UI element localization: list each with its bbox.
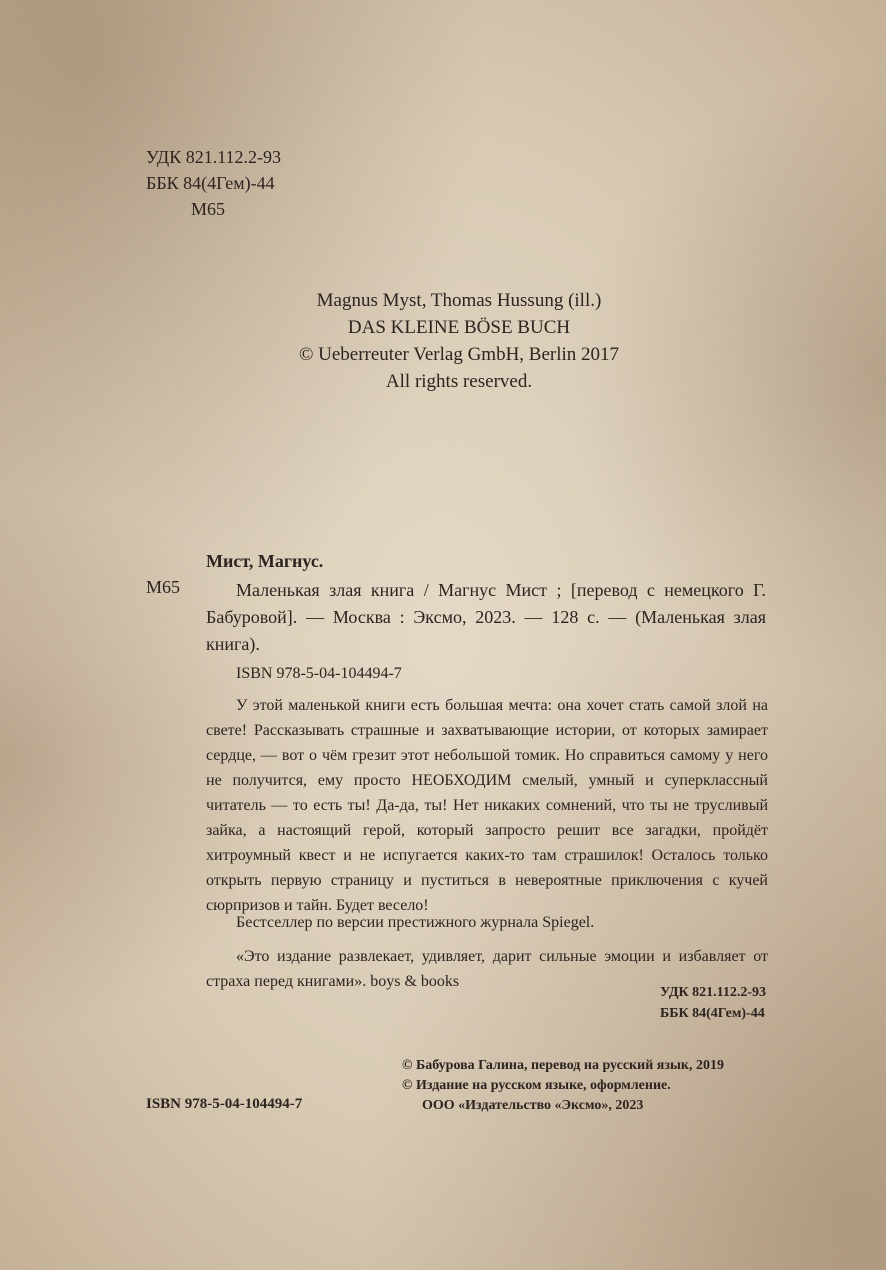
classification-block	[146, 144, 281, 222]
annotation-text: У этой маленькой книги есть большая мечта: она хочет стать самой злой на свете! Рассказывать страшные и захватывающие истории, от которых замирает сердце, — вот о чём грезит этот небольшой томик. Но справиться самому у него не получится, ему просто НЕОБХОДИМ смелый, умный и суперклассный читатель — то есть ты! Да-да, ты! Нет никаких сомнений, что ты не трусливый зайка, а настоящий герой, который запросто решит все загадки, пройдёт хитроумный квест и не испугается каких-то там страшилок! Осталось только открыть первую страницу и пуститься в невероятные приключения с кучей сюрпризов и тайн. Будет весело!	[206, 697, 768, 914]
bestseller-note: Бестселлер по версии престижного журнала Spiegel.	[236, 914, 595, 931]
original-rights: All rights reserved.	[385, 371, 533, 392]
original-copyright-block	[0, 287, 886, 395]
bottom-bbk: ББК 84(4Гем)-44	[659, 1006, 765, 1021]
bottom-isbn: ISBN 978-5-04-104494-7	[146, 1096, 303, 1112]
bottom-classification	[660, 982, 766, 1024]
author-mark: М65	[191, 199, 226, 219]
edition-rights-line1: © Издание на русском языке, оформление.	[402, 1078, 671, 1093]
edition-rights-line2: ООО «Издательство «Эксмо», 2023	[422, 1098, 644, 1113]
original-authors: Magnus Myst, Thomas Hussung (ill.)	[316, 290, 602, 311]
catalog-isbn: ISBN 978-5-04-104494-7	[236, 665, 402, 682]
udk-code: УДК 821.112.2-93	[146, 147, 282, 167]
catalog-side-mark: М65	[146, 577, 181, 597]
bbk-code: ББК 84(4Гем)-44	[146, 173, 275, 193]
russian-rights-block	[402, 1056, 724, 1116]
original-copyright: © Ueberreuter Verlag GmbH, Berlin 2017	[298, 344, 620, 365]
review-quote: «Это издание развлекает, удивляет, дарит сильные эмоции и избавляет от страха перед книгами». boys & books	[206, 948, 768, 990]
original-title: DAS KLEINE BÖSE BUCH	[347, 317, 571, 338]
bottom-udk: УДК 821.112.2-93	[659, 985, 766, 1000]
catalog-author-heading: Мист, Магнус.	[206, 551, 324, 571]
translation-rights: © Бабурова Галина, перевод на русский язык, 2019	[402, 1058, 724, 1073]
catalog-description: Маленькая злая книга / Магнус Мист ; [перевод с немецкого Г. Бабуровой]. — Москва : Эксмо, 2023. — 128 с. — (Маленькая злая книга).	[206, 580, 766, 654]
